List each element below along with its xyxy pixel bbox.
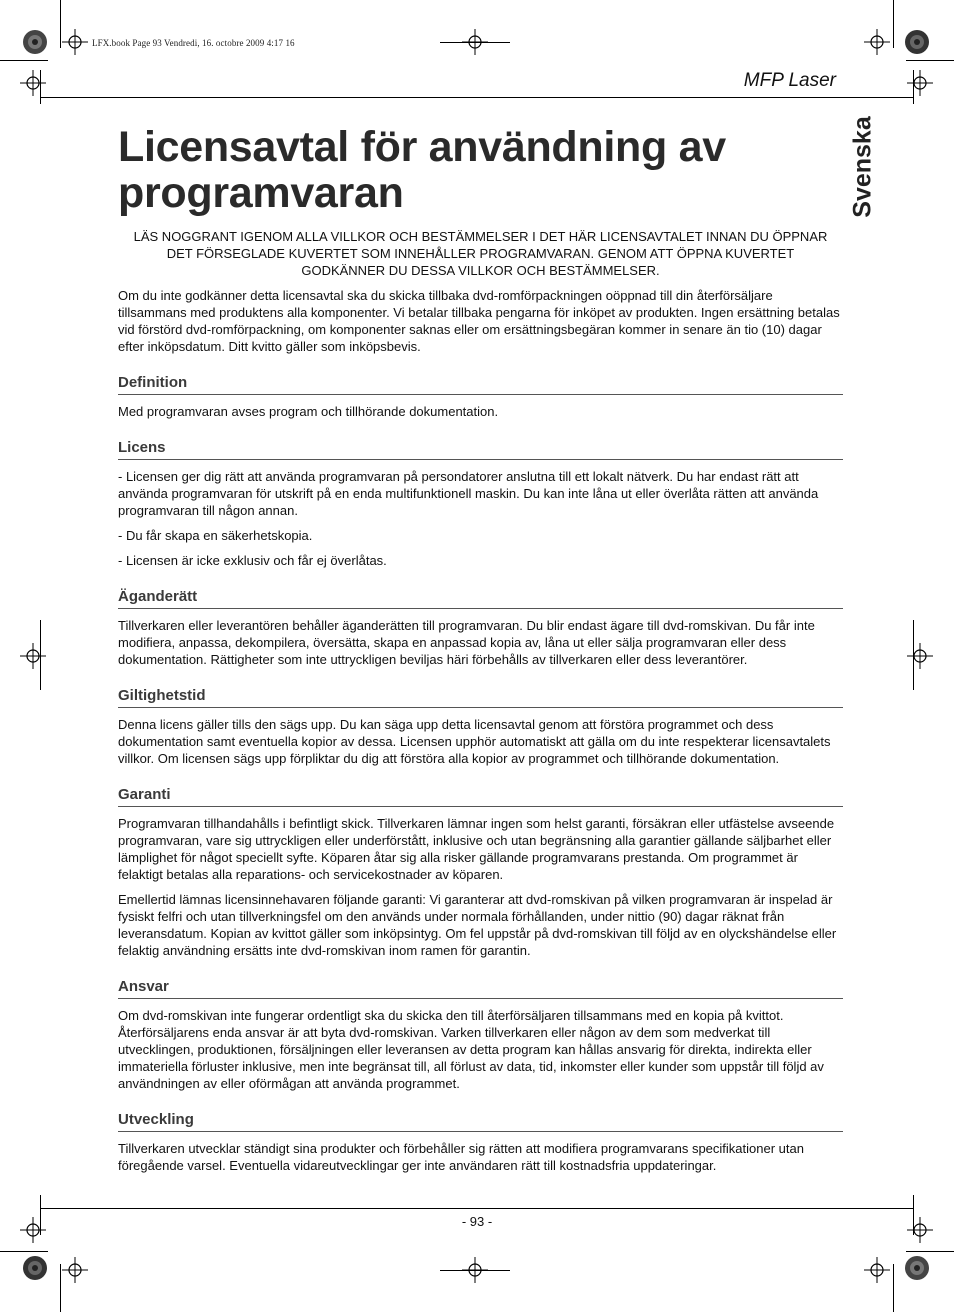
section-garanti: [118, 785, 843, 959]
section-heading: Giltighetstid: [118, 686, 843, 708]
section-heading: Ansvar: [118, 977, 843, 999]
registration-mark-icon: [20, 70, 46, 96]
section-giltighetstid: [118, 686, 843, 767]
intro-notice: LÄS NOGGRANT IGENOM ALLA VILLKOR OCH BESTÄMMELSER I DET HÄR LICENSAVTALET INNAN DU ÖPPNAR DET FÖRSEGLADE KUVERTET SOM INNEHÅLLER PROGRAMVARAN. GENOM ATT ÖPPNA KUVERTET GODKÄNNER DU DESSA VILLKOR OCH BESTÄMMELSER.: [133, 229, 828, 278]
section-heading: Garanti: [118, 785, 843, 807]
section-paragraph: Programvaran tillhandahålls i befintligt skick. Tillverkaren lämnar ingen som helst garanti, försäkran eller utfästelse avseende programvaran, vare sig uttryckligen eller underförstått, inklusive och utan begränsning alla garantier gällande säljbarhet eller lämplighet för något speciellt syfte. Köparen åtar sig alla risker gällande programvarans prestanda. Om programmet är felaktigt betalas alla reparations- och servicekostnader av köparen.: [118, 816, 835, 882]
language-tab: [838, 112, 888, 222]
section-paragraph: Tillverkaren utvecklar ständigt sina produkter och förbehåller sig rätten att modifiera programvarans specifikationer utan föregående varsel. Eventuella vidareutvecklingar ger inte användaren rätt till kostnadsfria uppdateringar.: [118, 1141, 804, 1173]
section-utveckling: [118, 1110, 843, 1174]
page-number: - 93 -: [461, 1214, 493, 1229]
preamble: Om du inte godkänner detta licensavtal ska du skicka tillbaka dvd-romförpackningen oöppnad till din återförsäljare tillsammans med produktens alla komponenter. Vi betalar tillbaka pengarna för inköpet av produkten. Ingen ersättning betalas vid förstörd dvd-romförpackning, om komponenter saknas eller om ersättningsbegäran kommer in senare än tio (10) dagar efter inköpsdatum. Ditt kvitto gäller som inköpsbevis.: [118, 288, 840, 354]
section-paragraph: - Licensen ger dig rätt att använda programvaran på persondatorer anslutna till ett lokalt nätverk. Du har endast rätt att använda programvaran för utskrift på en enda multifunktionell maskin. Du kan inte låna ut eller överlåta rätten att använda programvaran till någon annan.: [118, 469, 819, 518]
registration-mark-icon: [462, 29, 488, 55]
section-heading: Licens: [118, 438, 843, 460]
registration-mark-icon: [864, 29, 890, 55]
section-heading: Äganderätt: [118, 587, 843, 609]
registration-mark-icon: [62, 1257, 88, 1283]
color-rosette-icon: [904, 1255, 930, 1281]
language-tab-label: Svenska: [848, 116, 877, 218]
section-paragraph: - Du får skapa en säkerhetskopia.: [118, 528, 313, 543]
section-paragraph: Med programvaran avses program och tillhörande dokumentation.: [118, 404, 499, 419]
section-licens: [118, 438, 843, 569]
section-ansvar: [118, 977, 843, 1092]
color-rosette-icon: [22, 29, 48, 55]
header-product-name: MFP Laser: [743, 70, 836, 91]
section-paragraph: - Licensen är icke exklusiv och får ej överlåtas.: [118, 553, 387, 568]
registration-mark-icon: [20, 643, 46, 669]
registration-mark-icon: [864, 1257, 890, 1283]
section-aganderatt: [118, 587, 843, 668]
section-paragraph: Om dvd-romskivan inte fungerar ordentligt ska du skicka den till återförsäljaren tillsammans med en kopia på kvittot. Återförsäljarens enda ansvar är att byta dvd-romskivan. Varken tillverkaren eller någon av dem som medverkat till utvecklingen, produktionen, försäljningen eller leveransen av detta program kan hållas ansvarig för direkta, indirekta eller immateriella förluster inklusive, men inte begränsat till, all förlust av data, tid, inkomster eller kunder som uppstår till följd av användningen av eller oförmågan att använda programmet.: [118, 1008, 824, 1091]
section-paragraph: Emellertid lämnas licensinnehavaren följande garanti: Vi garanterar att dvd-romskivan på vilken programvaran är inspelad är fysiskt felfri och utan tillverkningsfel om den används under normala förhållanden, under nittio (90) dagar räknat från leveransdatum. Kopian av kvittot gäller som inköpsintyg. Om fel uppstår på dvd-romskivan till följd av en olyckshändelse eller felaktig användning ersätts inte dvd-romskivan inom ramen för garantin.: [118, 892, 837, 958]
section-paragraph: Denna licens gäller tills den sägs upp. Du kan säga upp detta licensavtal genom att förstöra programmet och dess dokumentation samt eventuella kopior av dessa. Licensen upphör automatiskt att gälla om du inte respekterar licensavtalets villkor. Om licensen sägs upp förpliktar du dig att förstöra alla kopior av programmet och tillhörande dokumentation.: [118, 717, 831, 766]
section-heading: Definition: [118, 373, 843, 395]
print-slug: LFX.book Page 93 Vendredi, 16. octobre 2009 4:17 16: [92, 38, 295, 48]
section-paragraph: Tillverkaren eller leverantören behåller äganderätten till programvaran. Du blir endast ägare till dvd-romskivan. Du får inte modifiera, anpassa, dekompilera, översätta, skapa en anpassad kopia av, låna ut eller sälja programvaran eller dess dokumentation. Rättigheter som inte uttryckligen beviljas häri förbehålls av tillverkaren eller dess leverantörer.: [118, 618, 815, 667]
section-heading: Utveckling: [118, 1110, 843, 1132]
page-title: Licensavtal för användning av programvaran: [118, 123, 726, 217]
registration-mark-icon: [462, 1257, 488, 1283]
document-body: [118, 124, 843, 1174]
registration-mark-icon: [907, 70, 933, 96]
registration-mark-icon: [907, 643, 933, 669]
section-definition: [118, 373, 843, 420]
registration-mark-icon: [62, 29, 88, 55]
color-rosette-icon: [22, 1255, 48, 1281]
color-rosette-icon: [904, 29, 930, 55]
